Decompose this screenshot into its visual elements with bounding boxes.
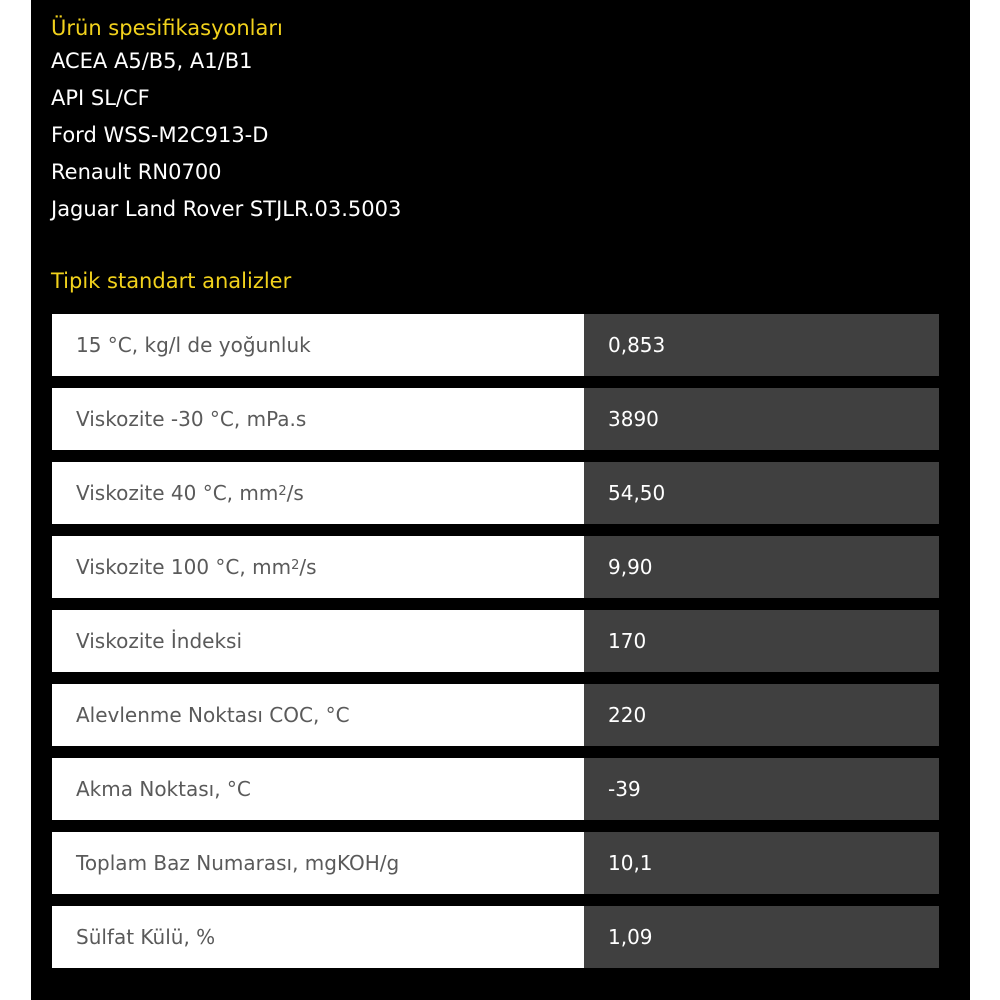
table-row [52,536,939,598]
table-row [52,314,939,376]
row-label: Viskozite İndeksi [52,610,584,672]
analysis-table [52,314,939,980]
row-value: 0,853 [584,314,939,376]
spec-item: Jaguar Land Rover STJLR.03.5003 [51,197,402,221]
row-label: Toplam Baz Numarası, mgKOH/g [52,832,584,894]
row-value: 170 [584,610,939,672]
table-row [52,758,939,820]
table-row [52,462,939,524]
row-label: Sülfat Külü, % [52,906,584,968]
spec-item: Renault RN0700 [51,160,222,184]
row-label: 15 °C, kg/l de yoğunluk [52,314,584,376]
row-value: 220 [584,684,939,746]
row-label: Akma Noktası, °C [52,758,584,820]
row-label: Alevlenme Noktası COC, °C [52,684,584,746]
row-label: Viskozite -30 °C, mPa.s [52,388,584,450]
analysis-heading: Tipik standart analizler [51,269,292,293]
table-row [52,906,939,968]
row-value: 54,50 [584,462,939,524]
row-value: 9,90 [584,536,939,598]
row-value: 10,1 [584,832,939,894]
row-label: Viskozite 100 °C, mm $^2$ /s [52,536,584,598]
product-spec-panel [31,0,970,1000]
spec-item: Ford WSS-M2C913-D [51,123,269,147]
row-value: -39 [584,758,939,820]
spec-list [51,43,401,228]
table-row [52,388,939,450]
row-label: Viskozite 40 °C, mm $^2$ /s [52,462,584,524]
spec-item: API SL/CF [51,86,150,110]
specs-heading: Ürün spesifikasyonları [51,16,283,40]
table-row [52,610,939,672]
row-value: 3890 [584,388,939,450]
table-row [52,832,939,894]
spec-item: ACEA A5/B5, A1/B1 [51,49,253,73]
row-value: 1,09 [584,906,939,968]
table-row [52,684,939,746]
